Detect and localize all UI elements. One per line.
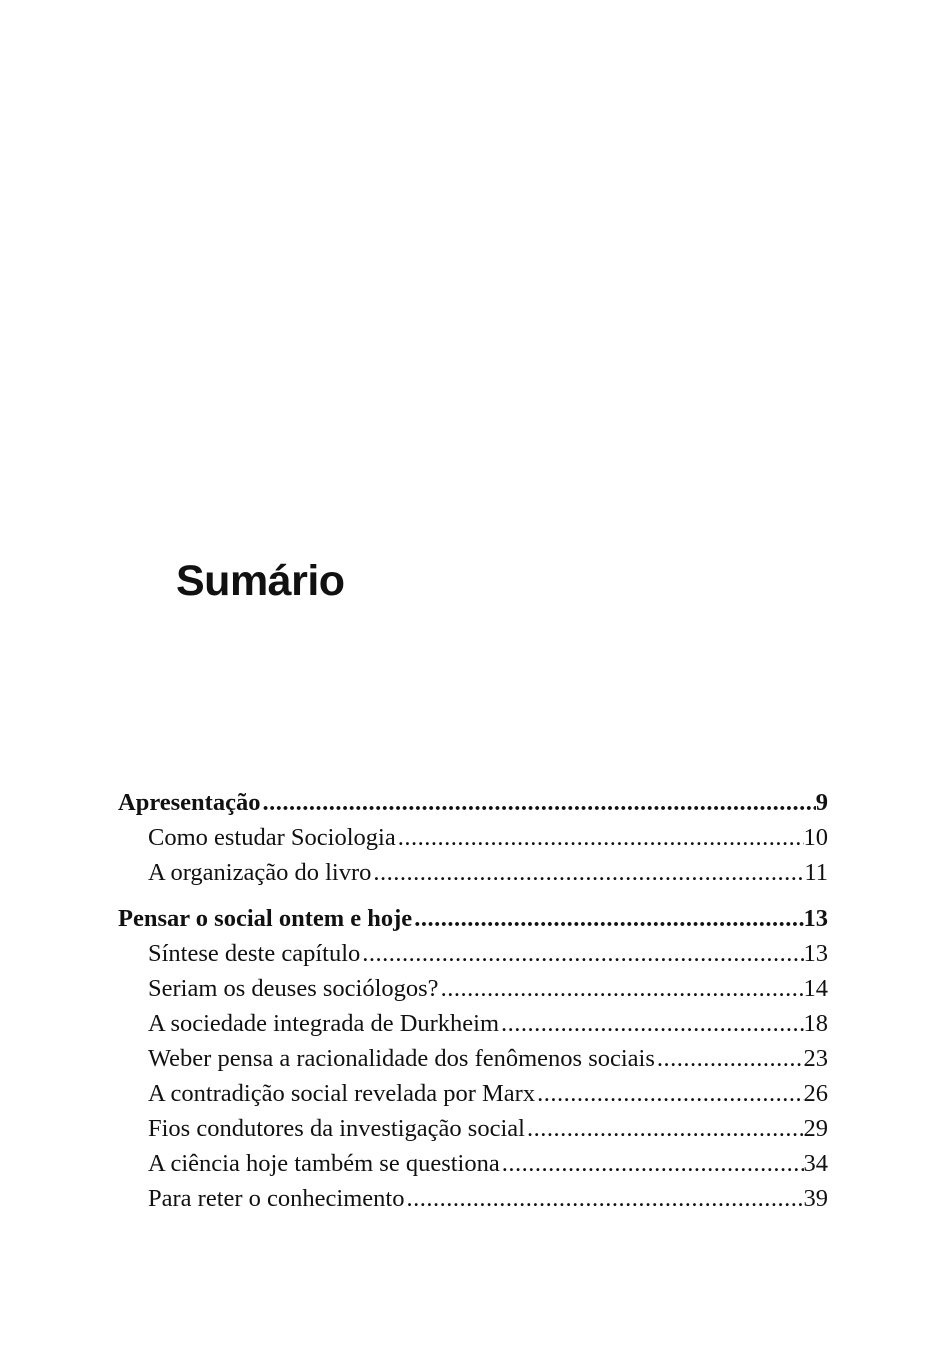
toc-dot-leader [412, 901, 803, 936]
toc-item-label: A ciência hoje também se questiona [148, 1150, 500, 1177]
toc-item-row[interactable] [118, 1111, 828, 1146]
toc-dot-leader [396, 820, 804, 855]
toc-item-row[interactable] [118, 1076, 828, 1111]
toc-item-label: A organização do livro [148, 859, 372, 886]
toc-dot-leader [500, 1146, 804, 1181]
toc-dot-leader [525, 1111, 804, 1146]
toc-item-label: Para reter o conhecimento [148, 1185, 405, 1212]
toc-item-label: Seriam os deuses sociólogos? [148, 975, 439, 1002]
toc-section-apresentacao [118, 785, 828, 890]
toc-item-row[interactable] [118, 855, 828, 890]
toc-dot-leader [260, 785, 815, 820]
toc-chapter-row[interactable] [118, 901, 828, 936]
toc-page-number: 39 [803, 1185, 828, 1212]
toc-page-number: 26 [803, 1080, 828, 1107]
toc-page-number: 18 [803, 1010, 828, 1037]
toc-item-row[interactable] [118, 1041, 828, 1076]
toc-item-row[interactable] [118, 1146, 828, 1181]
toc-item-label: A sociedade integrada de Durkheim [148, 1010, 500, 1037]
toc-page-number: 11 [804, 859, 828, 886]
toc-page-number: 14 [803, 975, 828, 1002]
toc-page-number: 13 [803, 905, 828, 932]
toc-section-pensar-o-social [118, 901, 828, 1216]
toc-item-label: Weber pensa a racionalidade dos fenômenos sociais [148, 1045, 655, 1072]
toc-dot-leader [360, 936, 803, 971]
toc-item-label: A contradição social revelada por Marx [148, 1080, 536, 1107]
toc-item-label: Fios condutores da investigação social [148, 1115, 525, 1142]
toc-item-row[interactable] [118, 820, 828, 855]
toc-chapter-label: Apresentação [118, 789, 261, 816]
table-of-contents [118, 785, 828, 1227]
toc-page-number: 23 [803, 1045, 828, 1072]
toc-dot-leader [499, 1006, 803, 1041]
toc-dot-leader [655, 1041, 804, 1076]
toc-item-row[interactable] [118, 971, 828, 1006]
toc-item-row[interactable] [118, 936, 828, 971]
toc-chapter-row[interactable] [118, 785, 828, 820]
toc-chapter-label: Pensar o social ontem e hoje [118, 905, 413, 932]
toc-item-row[interactable] [118, 1181, 828, 1216]
toc-item-label: Como estudar Sociologia [148, 824, 396, 851]
toc-page-number: 29 [803, 1115, 828, 1142]
toc-dot-leader [404, 1181, 803, 1216]
toc-page-number: 10 [803, 824, 828, 851]
page-title: Sumário [176, 557, 345, 605]
toc-dot-leader [439, 971, 804, 1006]
toc-dot-leader [371, 855, 804, 890]
toc-item-label: Síntese deste capítulo [148, 940, 361, 967]
toc-item-row[interactable] [118, 1006, 828, 1041]
toc-page-number: 13 [803, 940, 828, 967]
toc-dot-leader [535, 1076, 803, 1111]
toc-page-number: 9 [815, 789, 828, 816]
toc-page-number: 34 [803, 1150, 828, 1177]
